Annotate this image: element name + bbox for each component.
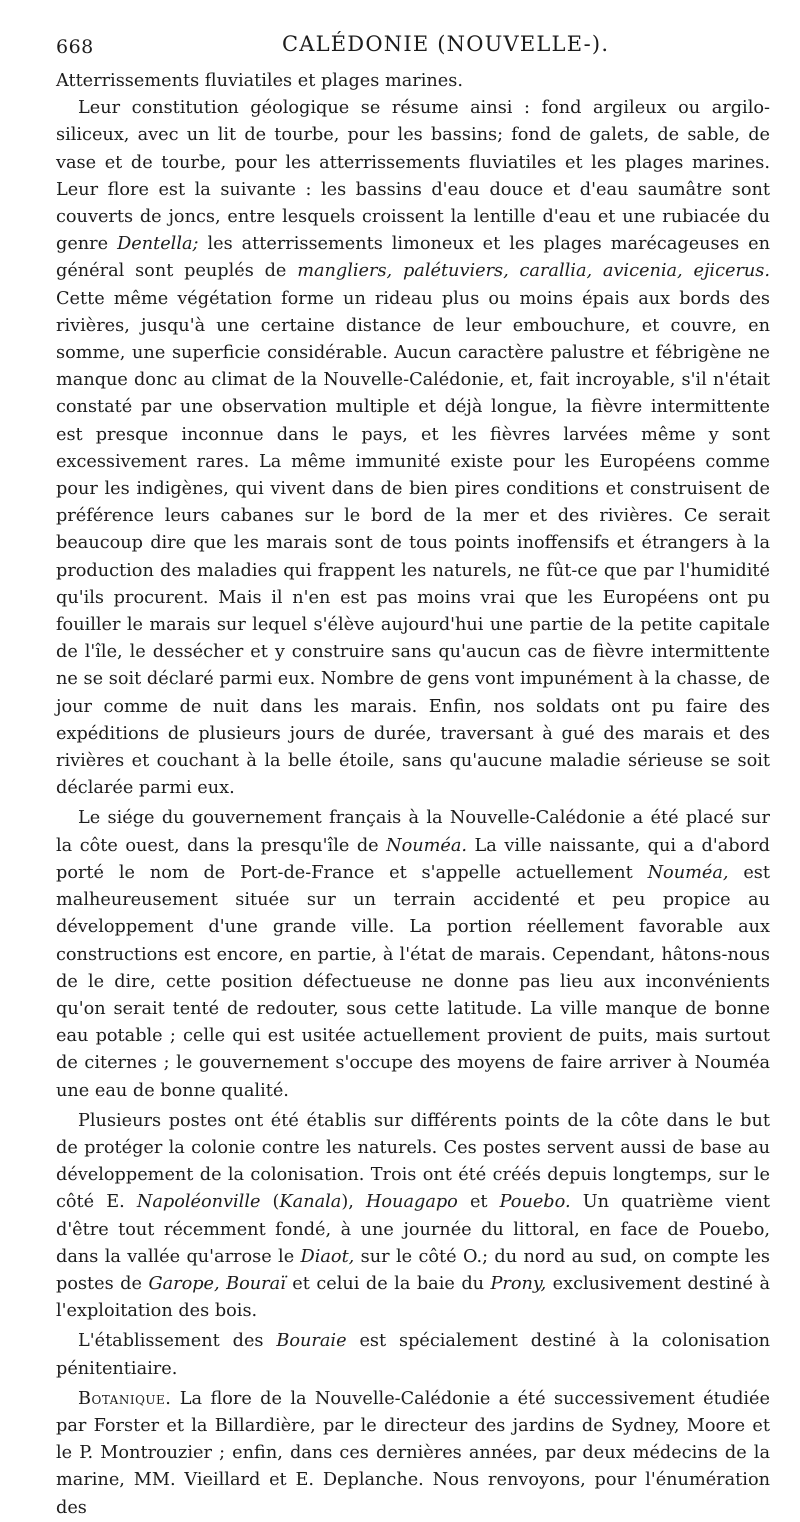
section-heading: Botanique. [78,1388,172,1409]
paragraph-postes: Plusieurs postes ont été établis sur différents points de la côte dans le but de protéger la colonie contre les naturels. Ces postes servent aussi de base au développement de la colonisation. Trois ont été créés depuis longtemps, sur le côté E. Napoléonville (Kanala), Houagapo et Pouebo. Un quatrième vient d'être tout récemment fondé, à une journée du littoral, en face de Pouebo, dans la vallée qu'arrose le Diaot, sur le côté O.; du nord au sud, on compte les postes de Garope, Bouraï et celui de la baie du Prony, exclusivement destiné à l'exploitation des bois. [56,1110,770,1322]
paragraph-noumea: Le siége du gouvernement français à la Nouvelle-Calédonie a été placé sur la côte ouest, dans la presqu'île de Nouméa. La ville naissante, qui a d'abord porté le nom de Port-de-France et s'appelle actuellement Nouméa, est malheureusement située sur un terrain accidenté et peu propice au développement d'une grande ville. La portion réellement favorable aux constructions est encore, en partie, à l'état de marais. Cependant, hâtons-nous de le dire, cette position défectueuse ne donne pas lieu aux inconvénients qu'on serait tenté de redouter, sous cette latitude. La ville manque de bonne eau potable ; celle qui est usitée actuellement provient de puits, mais surtout de citernes ; le gouvernement s'occupe des moyens de faire arriver à Nouméa une eau de bonne qualité. [56,808,770,1101]
italic-term: mangliers, palétuviers, carallia, avicenia, ejicerus. [297,261,771,282]
page-header [56,28,770,68]
italic-term: Pouebo. [499,1192,571,1213]
italic-term: Nouméa, [647,862,729,883]
paragraph-continuation: Atterrissements fluviatiles et plages marines. [56,71,463,91]
italic-term: Garope, Bouraï [148,1273,286,1294]
italic-term: Prony, [490,1273,547,1294]
paragraph-bouraie: L'établissement des Bouraie est spécialement destiné à la colonisation pénitentiaire. [56,1331,770,1379]
italic-term: Bouraie [276,1331,347,1352]
paragraph-geology: Leur constitution géologique se résume ainsi : fond argileux ou argilo-siliceux, avec un lit de tourbe, pour les bassins; fond de galets, de sable, de vase et de tourbe, pour les atterrissements fluviatiles et les plages marines. Leur flore est la suivante : les bassins d'eau douce et d'eau saumâtre sont couverts de joncs, entre lesquels croissent la lentille d'eau et une rubiacée du genre Dentella; les atterrissements limoneux et les plages marécageuses en général sont peuplés de mangliers, palétuviers, carallia, avicenia, ejicerus. Cette même végétation forme un rideau plus ou moins épais aux bords des rivières, jusqu'à une certaine distance de leur embouchure, et couvre, en somme, une superficie considérable. Aucun caractère palustre et fébrigène ne manque donc au climat de la Nouvelle-Calédonie, et, fait incroyable, s'il n'était constaté par une observation multiple et déjà longue, la fièvre intermittente est presque inconnue dans le pays, et les fièvres larvées même y sont excessivement rares. La même immunité existe pour les Européens comme pour les indigènes, qui vivent dans de bien pires conditions et construisent de préférence leurs cabanes sur le bord de la mer et des rivières. Ce serait beaucoup dire que les marais sont de tous points inoffensifs et étrangers à la production des maladies qui frappent les naturels, ne fût-ce que par l'humidité qu'ils procurent. Mais il n'en est pas moins vrai que les Européens ont pu fouiller le marais sur lequel s'élève aujourd'hui une partie de la petite capitale de l'île, le dessécher et y construire sans qu'aucun cas de fièvre intermittente ne se soit déclaré parmi eux. Nombre de gens vont impunément à la chasse, de jour comme de nuit dans les marais. Enfin, nos soldats ont pu faire des expéditions de plusieurs jours de durée, traversant à gué des marais et des rivières et couchant à la belle étoile, sans qu'aucune maladie sérieuse se soit déclarée parmi eux. [56,98,771,799]
italic-term: Diaot, [300,1246,355,1267]
italic-term: Napoléonville [136,1192,261,1213]
italic-term: Kanala [279,1192,342,1213]
page-number: 668 [56,36,94,58]
italic-term: Nouméa. [386,835,468,856]
italic-term: Dentella; [117,234,199,255]
paragraph-botanique: Botanique. La flore de la Nouvelle-Calédonie a été successivement étudiée par Forster et la Billardière, par le directeur des jardins de Sydney, Moore et le P. Montrouzier ; enfin, dans ces dernières années, par deux médecins de la marine, MM. Vieillard et E. Deplanche. Nous renvoyons, pour l'énumération des [56,1388,770,1518]
italic-term: Houagapo [365,1192,458,1213]
running-title: CALÉDONIE (NOUVELLE-). [282,32,610,56]
body-text [56,68,770,1522]
